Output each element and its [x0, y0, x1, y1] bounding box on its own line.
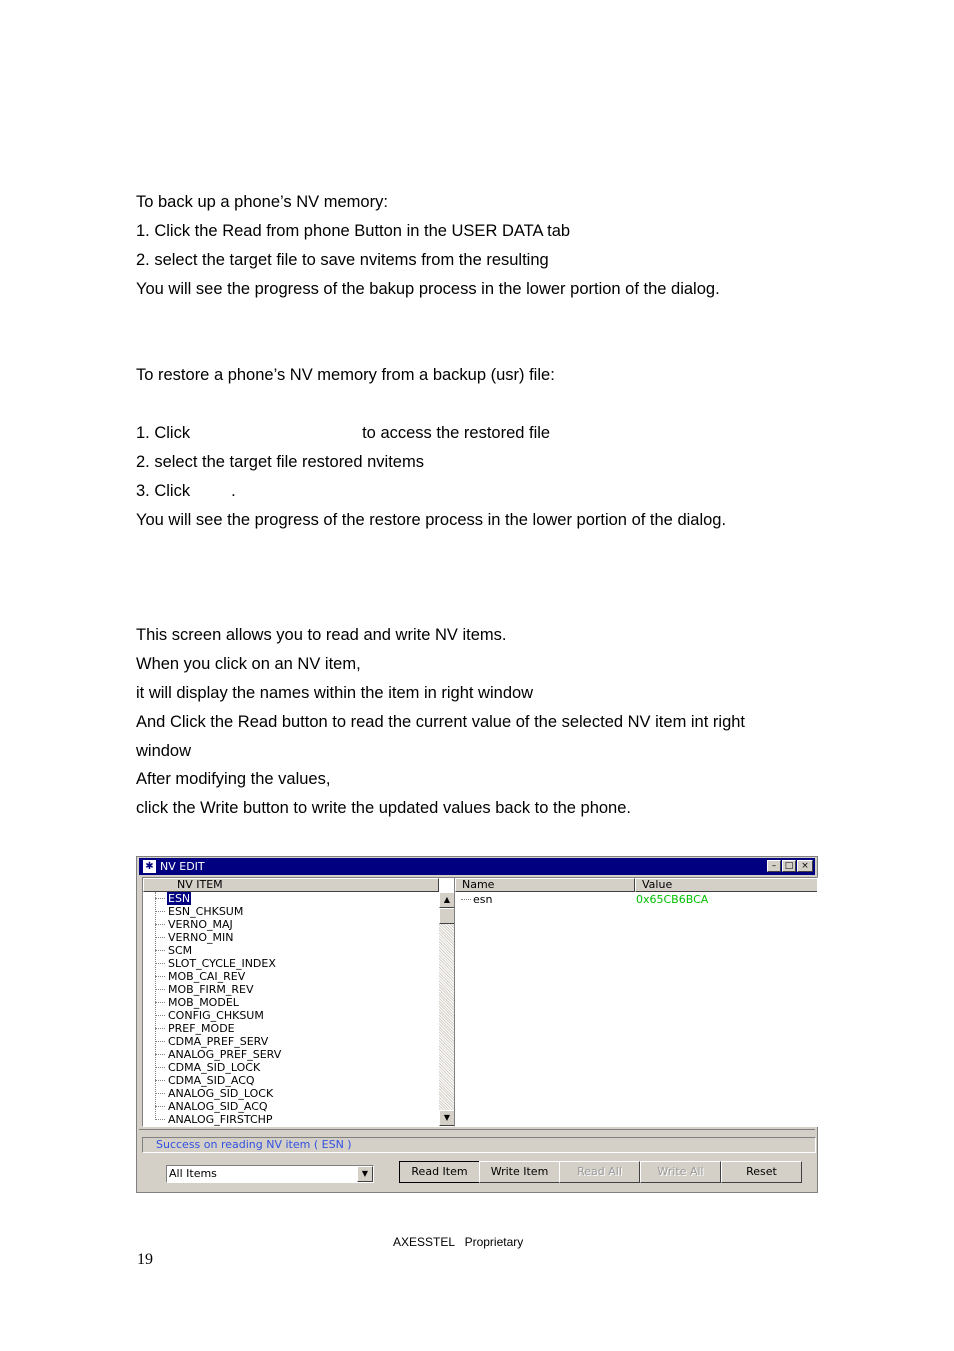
page-number: 19: [137, 1251, 153, 1268]
tree-connector: [155, 1015, 165, 1016]
tree-item[interactable]: [143, 970, 433, 983]
nv-edit-dialog: [136, 856, 818, 1193]
tree-item-label: CDMA_SID_LOCK: [168, 1061, 261, 1074]
tree-item-label: MOB_FIRM_REV: [168, 983, 254, 996]
tree-item-label: ANALOG_SID_LOCK: [168, 1087, 274, 1100]
nv-edit-para-3: it will display the names within the item in right window: [136, 684, 534, 702]
tree-item-label: SCM: [168, 944, 193, 957]
restore-intro: To restore a phone’s NV memory from a backup (usr) file:: [136, 366, 555, 384]
item-filter-value: All Items: [169, 1167, 217, 1180]
dialog-title: NV EDIT: [160, 860, 205, 873]
name-value-list[interactable]: [454, 877, 818, 1127]
backup-progress-note: You will see the progress of the bakup process in the lower portion of the dialog.: [136, 280, 720, 298]
tree-connector: [155, 976, 165, 977]
tree-item[interactable]: [143, 1048, 433, 1061]
restore-step-1-end: to access the restored file: [362, 424, 551, 442]
item-filter-select[interactable]: [166, 1165, 374, 1183]
row-connector: [461, 899, 471, 900]
footer-proprietary: AXESSTEL Proprietary: [393, 1235, 524, 1249]
tree-item[interactable]: [143, 1009, 433, 1022]
tree-connector: [155, 963, 165, 964]
value-column-header[interactable]: Value: [635, 878, 818, 892]
nv-item-tree[interactable]: [142, 877, 456, 1127]
nv-edit-para-6: After modifying the values,: [136, 770, 331, 788]
restore-progress-note: You will see the progress of the restore process in the lower portion of the dialog.: [136, 511, 727, 529]
tree-item-label: PREF_MODE: [168, 1022, 235, 1035]
tree-item[interactable]: [143, 944, 433, 957]
tree-item[interactable]: [143, 957, 433, 970]
tree-item[interactable]: [143, 983, 433, 996]
field-value: 0x65CB6BCA: [636, 893, 709, 906]
tree-item-label: CONFIG_CHKSUM: [168, 1009, 264, 1022]
nv-edit-para-5: window: [136, 742, 192, 760]
nv-edit-para-1: This screen allows you to read and write NV items.: [136, 626, 507, 644]
tree-item-label: CDMA_PREF_SERV: [168, 1035, 269, 1048]
tree-item[interactable]: [143, 905, 433, 918]
scroll-thumb[interactable]: [439, 908, 455, 924]
read-all-button[interactable]: Read All: [559, 1161, 640, 1183]
scroll-up-icon[interactable]: ▲: [439, 892, 455, 908]
nv-edit-para-7: click the Write button to write the updated values back to the phone.: [136, 799, 631, 817]
tree-connector: [155, 898, 165, 899]
nv-edit-para-2: When you click on an NV item,: [136, 655, 361, 673]
tree-connector: [155, 1067, 165, 1068]
close-icon[interactable]: ×: [797, 860, 813, 872]
tree-item-label: ANALOG_SID_ACQ: [168, 1100, 268, 1113]
write-all-button[interactable]: Write All: [640, 1161, 721, 1183]
tree-item[interactable]: [143, 1035, 433, 1048]
tree-connector: [155, 937, 165, 938]
tree-connector: [155, 1119, 165, 1120]
reset-button[interactable]: Reset: [721, 1161, 802, 1183]
tree-item-label: ESN_CHKSUM: [168, 905, 244, 918]
tree-connector: [155, 1028, 165, 1029]
scroll-down-icon[interactable]: ▼: [439, 1110, 455, 1126]
tree-list: [143, 892, 439, 1127]
tree-item-label: ANALOG_PREF_SERV: [168, 1048, 282, 1061]
status-bar: Success on reading NV item ( ESN ): [142, 1137, 816, 1153]
restore-step-1: [136, 423, 550, 443]
tree-connector: [155, 950, 165, 951]
tree-item-label: SLOT_CYCLE_INDEX: [168, 957, 276, 970]
list-item[interactable]: [455, 893, 817, 906]
tree-connector: [155, 911, 165, 912]
tree-connector: [155, 1106, 165, 1107]
tree-connector: [155, 1093, 165, 1094]
tree-connector: [155, 989, 165, 990]
tree-item[interactable]: [143, 918, 433, 931]
tree-connector: [155, 1080, 165, 1081]
chevron-down-icon[interactable]: ▼: [357, 1166, 373, 1182]
tree-item[interactable]: [143, 1022, 433, 1035]
write-item-button[interactable]: Write Item: [479, 1161, 560, 1183]
tree-item-label: MOB_CAI_REV: [168, 970, 246, 983]
tree-item[interactable]: [143, 1061, 433, 1074]
divider: [139, 1129, 815, 1130]
tree-item[interactable]: [143, 996, 433, 1009]
restore-step-2: 2. select the target file restored nvitems: [136, 453, 424, 471]
tree-item-label: MOB_MODEL: [168, 996, 239, 1009]
restore-step-3-start: 3. Click: [136, 482, 191, 500]
nv-edit-para-4: And Click the Read button to read the current value of the selected NV item int right: [136, 713, 746, 731]
minimize-icon[interactable]: –: [767, 860, 781, 872]
tree-item-label: VERNO_MAJ: [168, 918, 233, 931]
tree-item[interactable]: [143, 1087, 433, 1100]
tree-item[interactable]: [143, 931, 433, 944]
backup-step-2: 2. select the target file to save nvitems from the resulting: [136, 251, 549, 269]
tree-connector: [155, 1002, 165, 1003]
nv-item-header[interactable]: NV ITEM: [143, 878, 439, 892]
tree-item-label: VERNO_MIN: [168, 931, 234, 944]
read-item-button[interactable]: Read Item: [399, 1161, 480, 1183]
tree-item[interactable]: [143, 892, 433, 905]
backup-intro: To back up a phone’s NV memory:: [136, 193, 388, 211]
tree-item-label: ANALOG_FIRSTCHP: [168, 1113, 273, 1126]
tree-connector: [155, 924, 165, 925]
restore-step-3: [136, 481, 236, 501]
field-name: esn: [473, 893, 493, 906]
tree-connector: [155, 1054, 165, 1055]
backup-step-1: 1. Click the Read from phone Button in the USER DATA tab: [136, 222, 571, 240]
tree-item-label: ESN: [168, 892, 191, 905]
tree-scrollbar[interactable]: [439, 892, 455, 1126]
tree-item[interactable]: [143, 1113, 433, 1126]
restore-step-1-start: 1. Click: [136, 424, 191, 442]
tree-item[interactable]: [143, 1074, 433, 1087]
maximize-icon[interactable]: □: [782, 860, 796, 872]
dialog-titlebar[interactable]: [139, 858, 815, 875]
tree-item[interactable]: [143, 1100, 433, 1113]
app-icon: ✱: [143, 860, 156, 873]
restore-step-3-end: .: [231, 482, 236, 500]
tree-item-label: CDMA_SID_ACQ: [168, 1074, 255, 1087]
name-column-header[interactable]: Name: [455, 878, 635, 892]
tree-connector: [155, 1041, 165, 1042]
